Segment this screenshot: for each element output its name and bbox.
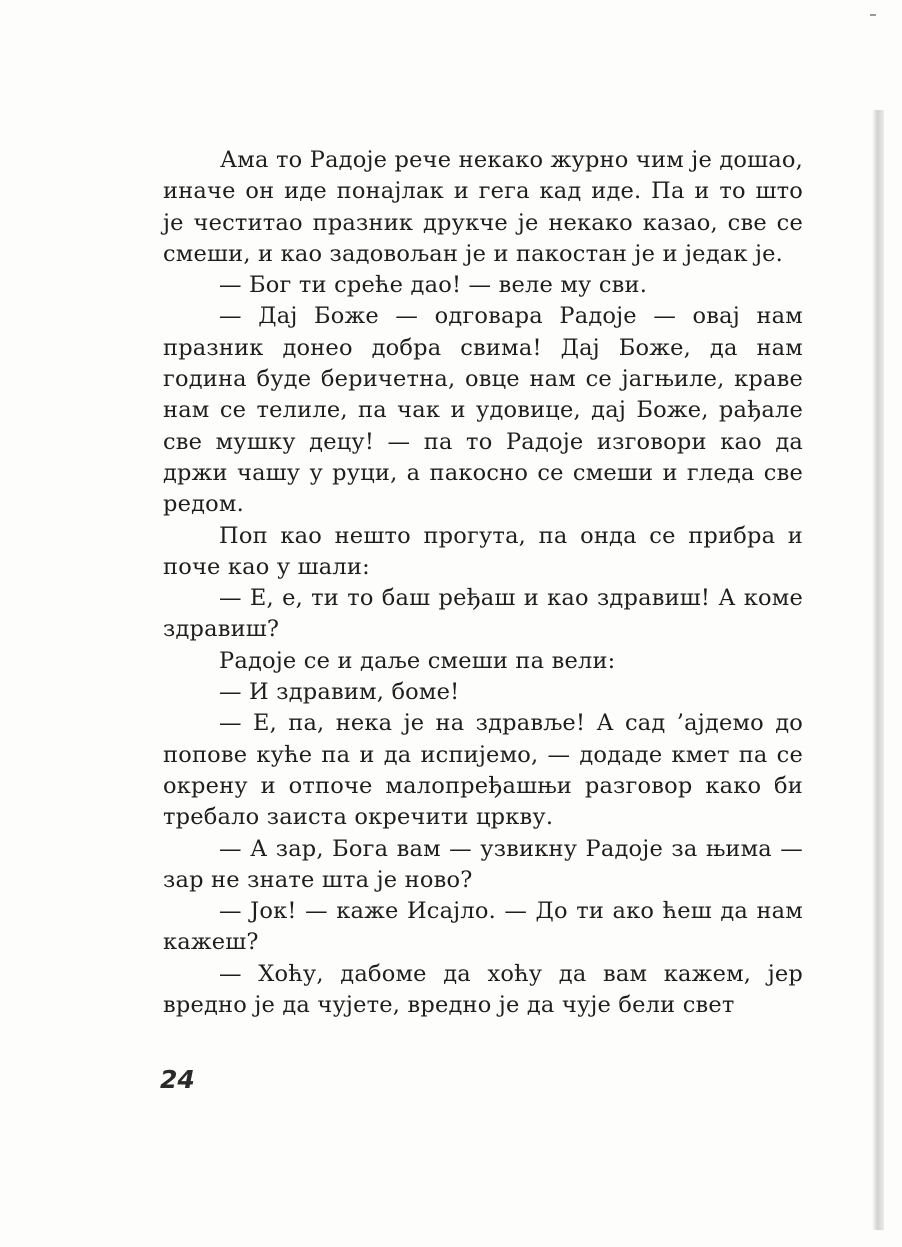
paragraph: — Јок! — каже Исајло. — До ти ако ћеш да нам кажеш? xyxy=(163,898,803,956)
paragraph: — Е, па, нека је на здравље! А сад ’ајдемо до попове куће па и да испијемо, — додаде кмет па се окрену и отпоче малопређашњи разговор како би требало заиста окречити цркву. xyxy=(163,710,803,831)
page-number: 24 xyxy=(160,1065,195,1094)
body-text xyxy=(163,145,803,1021)
paragraph: Радоје се и даље смеши па вели: xyxy=(219,647,616,674)
paragraph: — А зар, Бога вам — узвикну Радоје за њима — зар не знате шта је ново? xyxy=(163,835,803,893)
page-edge-shadow xyxy=(872,110,884,1230)
paragraph: — И здравим, боме! xyxy=(219,679,460,706)
paragraph: Ама то Радоје рече некако журно чим је дошао, иначе он иде понајлак и гега кад иде. Па и то што је честитао празник друкче је некако казао, све се смеши, и као задовољан је и пакостан је и једак је. xyxy=(163,147,803,267)
paragraph: — Хоћу, дабоме да хоћу да вам кажем, јер вредно је да чујете, вредно је да чује бели свет xyxy=(163,960,803,1019)
paragraph: — Е, е, ти то баш ређаш и као здравиш! А коме здравиш? xyxy=(163,585,803,643)
paragraph: Поп као нешто прогута, па онда се прибра и поче као у шали: xyxy=(163,522,803,580)
edge-mark xyxy=(870,14,876,16)
paragraph: — Дај Боже — одговара Радоје — овај нам празник донео добра свима! Дај Боже, да нам година буде беричетна, овце нам се јагњиле, краве нам се телиле, па чак и удовице, дај Боже, рађале све мушку децу! — па то Радоје изговори као да држи чашу у руци, а пакосно се смеши и гледа све редом. xyxy=(163,303,803,518)
paragraph: — Бог ти среће дао! — веле му сви. xyxy=(219,272,648,299)
